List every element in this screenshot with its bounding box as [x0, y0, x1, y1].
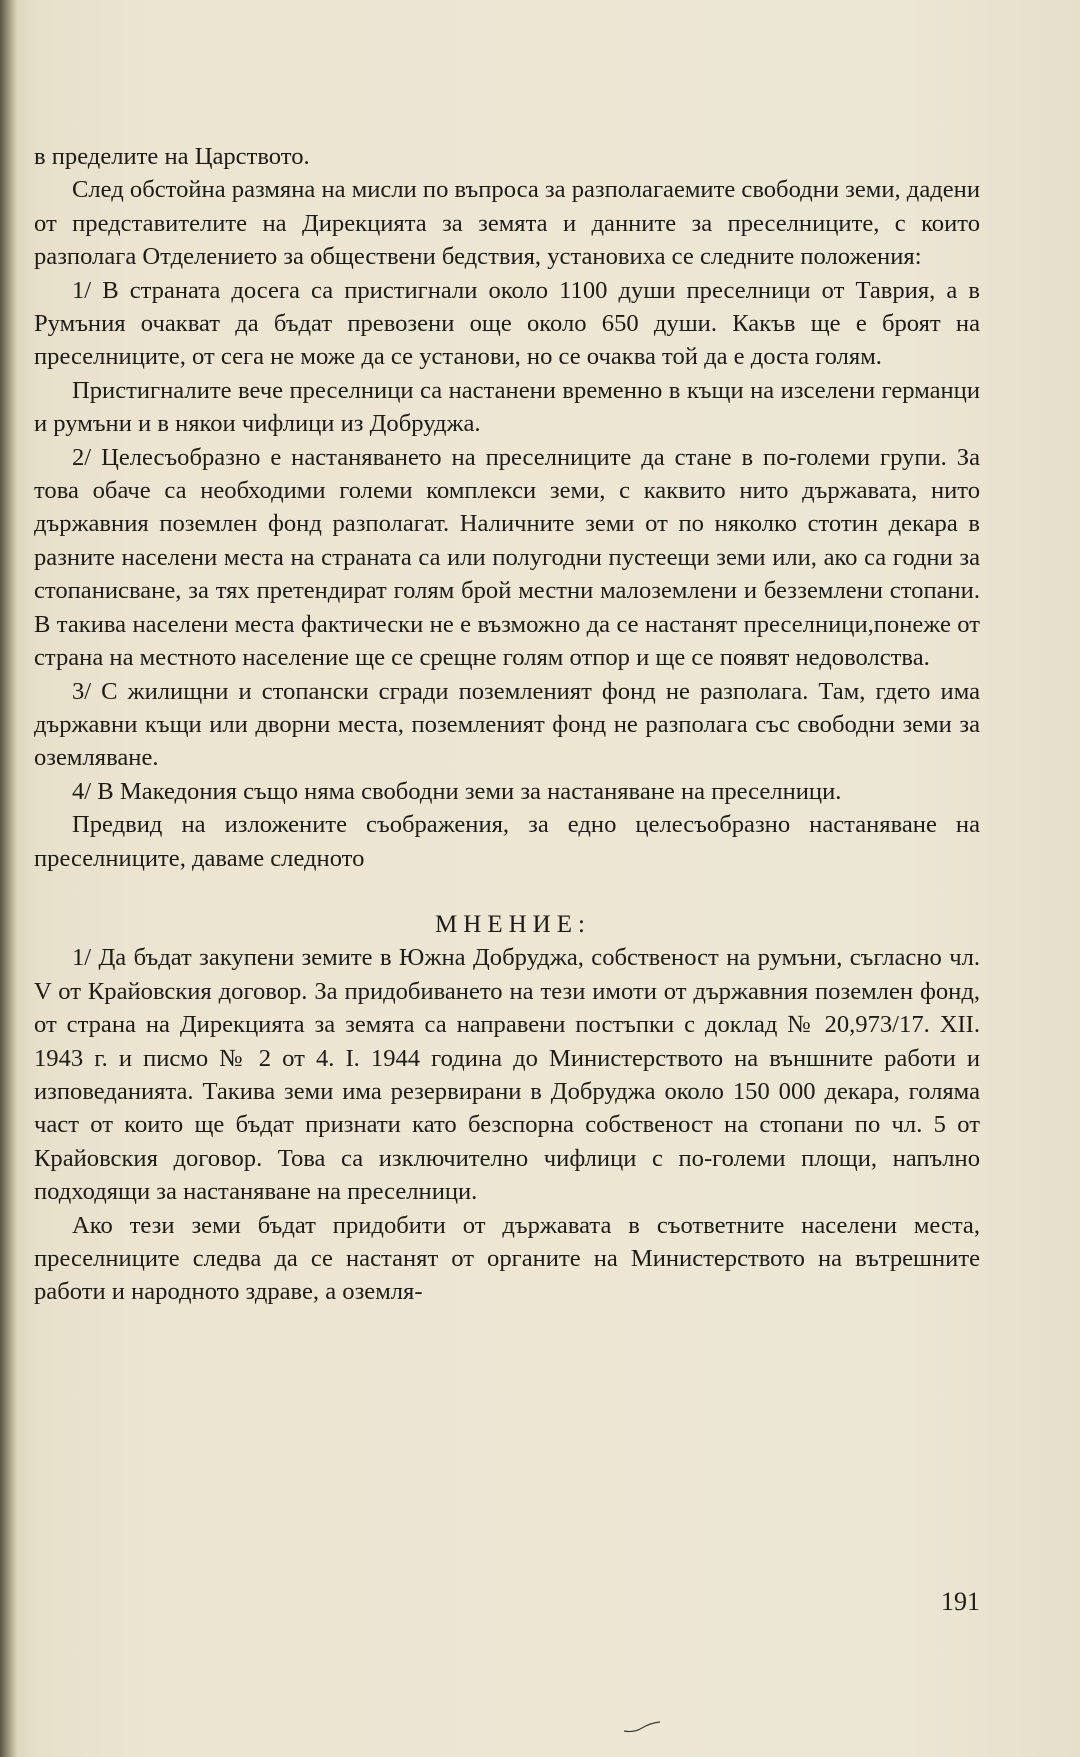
book-spine-shadow [0, 0, 18, 1757]
paragraph: в пределите на Царството. [34, 143, 310, 170]
page-number: 191 [941, 1587, 980, 1616]
paragraph: 1/ Да бъдат закупени земите в Южна Добруджа, собственост на румъни, съгласно чл. V от Крайовския договор. За придобиването на тези имоти от държавния поземлен фонд, от страна на Дирекцията за земята са направени постъпки с доклад № 20,973/17. XII. 1943 г. и писмо № 2 от 4. I. 1944 година до Министерството на външните работи и изповеданията. Такива земи има резервирани в Добруджа около 150 000 декара, голяма част от които ще бъдат признати като безспорна собственост на стопани по чл. 5 от Крайовския договор. Това са изключително чифлици с по-големи площи, напълно подходящи за настаняване на преселници. [34, 944, 980, 1206]
pen-mark-icon [622, 1720, 662, 1734]
section-heading: МНЕНИЕ: [435, 910, 591, 938]
paragraph: 2/ Целесъобразно е настаняването на преселниците да стане в по-големи групи. За това обаче са необходими големи комплекси земи, с каквито нито държавата, нито държавния поземлен фонд разполагат. Наличните земи от по няколко стотин декара в разните населени места на страната са или полугодни пустеещи земи или, ако са годни за стопанисване, за тях претендират голям брой местни малоземлени и безземлени стопани. В такива населени места фактически не е възможно да се настанят преселници,понеже от страна на местното население ще се срещне голям отпор и ще се появят недоволства. [34, 443, 980, 672]
paragraph: Ако тези земи бъдат придобити от държавата в съответните населени места, преселниците следва да се настанят от органите на Министерството на вътрешните работи и народното здраве, а оземля- [34, 1211, 980, 1306]
paragraph: 4/ В Македония също няма свободни земи за настаняване на преселници. [72, 777, 842, 805]
paragraph: След обстойна размяна на мисли по въпроса за разполагаемите свободни земи, дадени от представителите на Дирекцията за земята и данните за преселниците, с които разполага Отделението за обществени бедствия, установиха се следните положения: [34, 176, 980, 271]
paragraph: 3/ С жилищни и стопански сгради поземленият фонд не разполага. Там, гдето има държавни къщи или дворни места, поземленият фонд не разполага със свободни земи за оземляване. [34, 677, 980, 772]
paragraph: 1/ В страната досега са пристигнали около 1100 души преселници от Таврия, а в Румъния очакват да бъдат превозени още около 650 души. Какъв ще е броят на преселниците, от сега не може да се установи, но се очаква той да е доста голям. [34, 276, 980, 371]
body-text [34, 140, 980, 1309]
paragraph: Предвид на изложените съображения, за едно целесъобразно настаняване на преселниците, даваме следното [34, 811, 980, 872]
paragraph: Пристигналите вече преселници са настанени временно в къщи на изселени германци и румъни и в някои чифлици из Добруджа. [34, 376, 980, 438]
